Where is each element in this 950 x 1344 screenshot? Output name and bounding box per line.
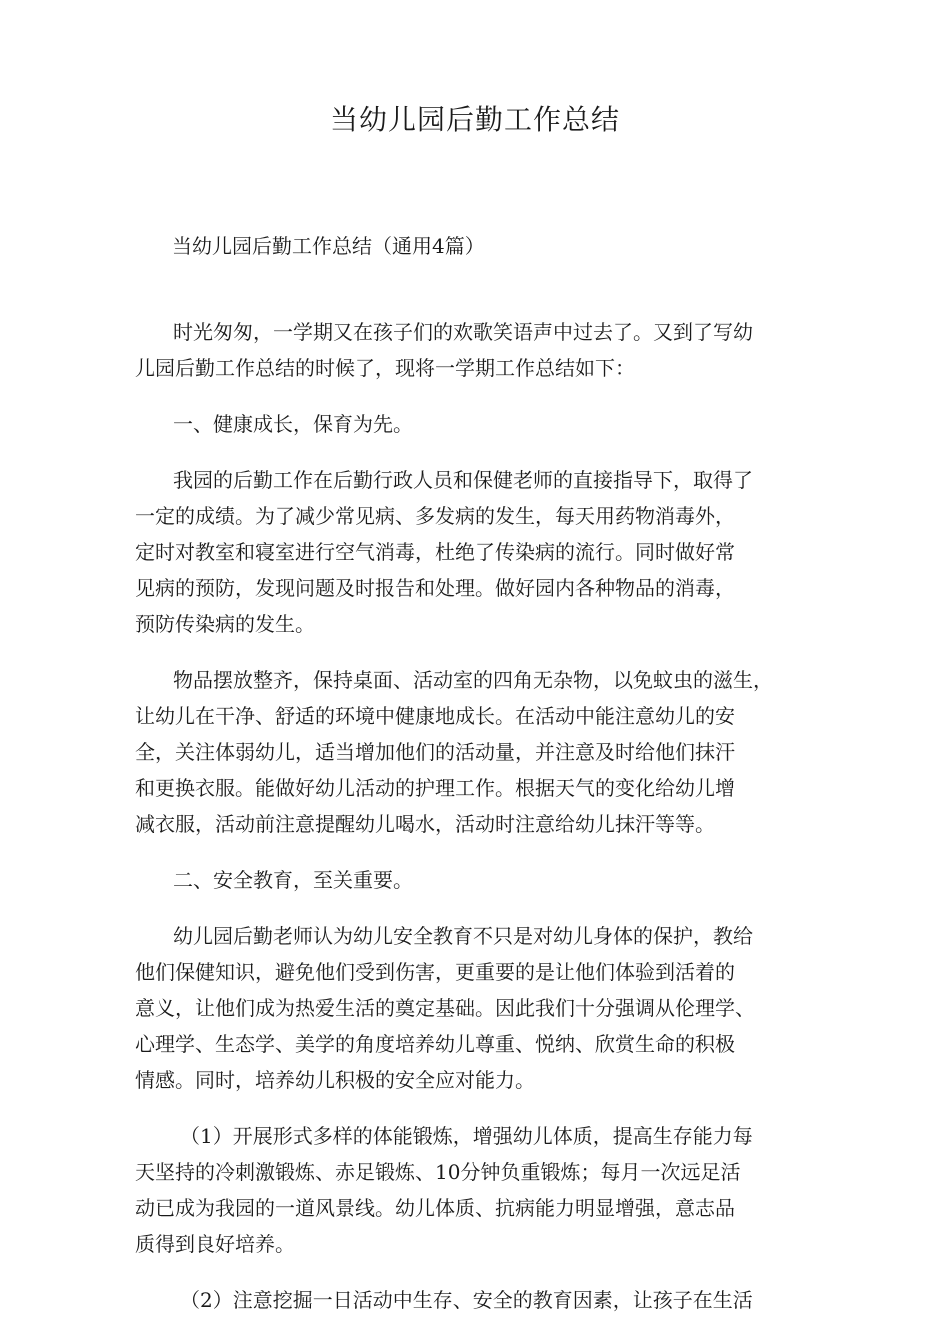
text-line: 心理学、生态学、美学的角度培养幼儿尊重、悦纳、欣赏生命的积极: [135, 1032, 735, 1056]
paragraph-environment: [135, 662, 835, 842]
text-line: 让幼儿在干净、舒适的环境中健康地成长。在活动中能注意幼儿的安: [135, 704, 735, 728]
text-line: 见病的预防，发现问题及时报告和处理。做好园内各种物品的消毒，: [135, 576, 735, 600]
paragraph-item-1: [135, 1118, 835, 1262]
text-line: 质得到良好培养。: [135, 1232, 295, 1256]
text-line: 和更换衣服。能做好幼儿活动的护理工作。根据天气的变化给幼儿增: [135, 776, 735, 800]
section-heading-2: 二、安全教育，至关重要。: [173, 868, 413, 892]
text-line: 全，关注体弱幼儿，适当增加他们的活动量，并注意及时给他们抹汗: [135, 740, 735, 764]
text-line: （1）开展形式多样的体能锻炼，增强幼儿体质，提高生存能力每: [180, 1124, 753, 1148]
paragraph-safety: [135, 918, 835, 1098]
document-subtitle: 当幼儿园后勤工作总结（通用4篇）: [172, 234, 485, 258]
text-line: 意义，让他们成为热爱生活的奠定基础。因此我们十分强调从伦理学、: [135, 996, 755, 1020]
paragraph-item-2: [135, 1282, 835, 1318]
document-title: 当幼儿园后勤工作总结: [329, 103, 620, 136]
section-heading-1: 一、健康成长，保育为先。: [173, 412, 413, 436]
text-line: 我园的后勤工作在后勤行政人员和保健老师的直接指导下，取得了: [173, 468, 753, 492]
paragraph-hygiene: [135, 462, 835, 642]
text-line: 幼儿园后勤老师认为幼儿安全教育不只是对幼儿身体的保护，教给: [173, 924, 753, 948]
text-line: 定时对教室和寝室进行空气消毒，杜绝了传染病的流行。同时做好常: [135, 540, 735, 564]
text-line: 儿园后勤工作总结的时候了，现将一学期工作总结如下：: [135, 356, 635, 380]
text-line: 时光匆匆，一学期又在孩子们的欢歌笑语声中过去了。又到了写幼: [173, 320, 753, 344]
text-line: 预防传染病的发生。: [135, 612, 315, 636]
text-line: 他们保健知识，避免他们受到伤害，更重要的是让他们体验到活着的: [135, 960, 735, 984]
text-line: 一定的成绩。为了减少常见病、多发病的发生，每天用药物消毒外，: [135, 504, 735, 528]
paragraph-intro: [135, 314, 835, 386]
text-line: 动已成为我园的一道风景线。幼儿体质、抗病能力明显增强，意志品: [135, 1196, 735, 1220]
text-line: 天坚持的冷刺激锻炼、赤足锻炼、10分钟负重锻炼；每月一次远足活: [135, 1160, 741, 1184]
document-body: [135, 314, 835, 1318]
text-line: 物品摆放整齐，保持桌面、活动室的四角无杂物，以免蚊虫的滋生，: [173, 668, 773, 692]
text-line: 减衣服，活动前注意提醒幼儿喝水，活动时注意给幼儿抹汗等等。: [135, 812, 715, 836]
text-line: 情感。同时，培养幼儿积极的安全应对能力。: [135, 1068, 535, 1092]
text-line: （2）注意挖掘一日活动中生存、安全的教育因素，让孩子在生活: [180, 1288, 753, 1312]
